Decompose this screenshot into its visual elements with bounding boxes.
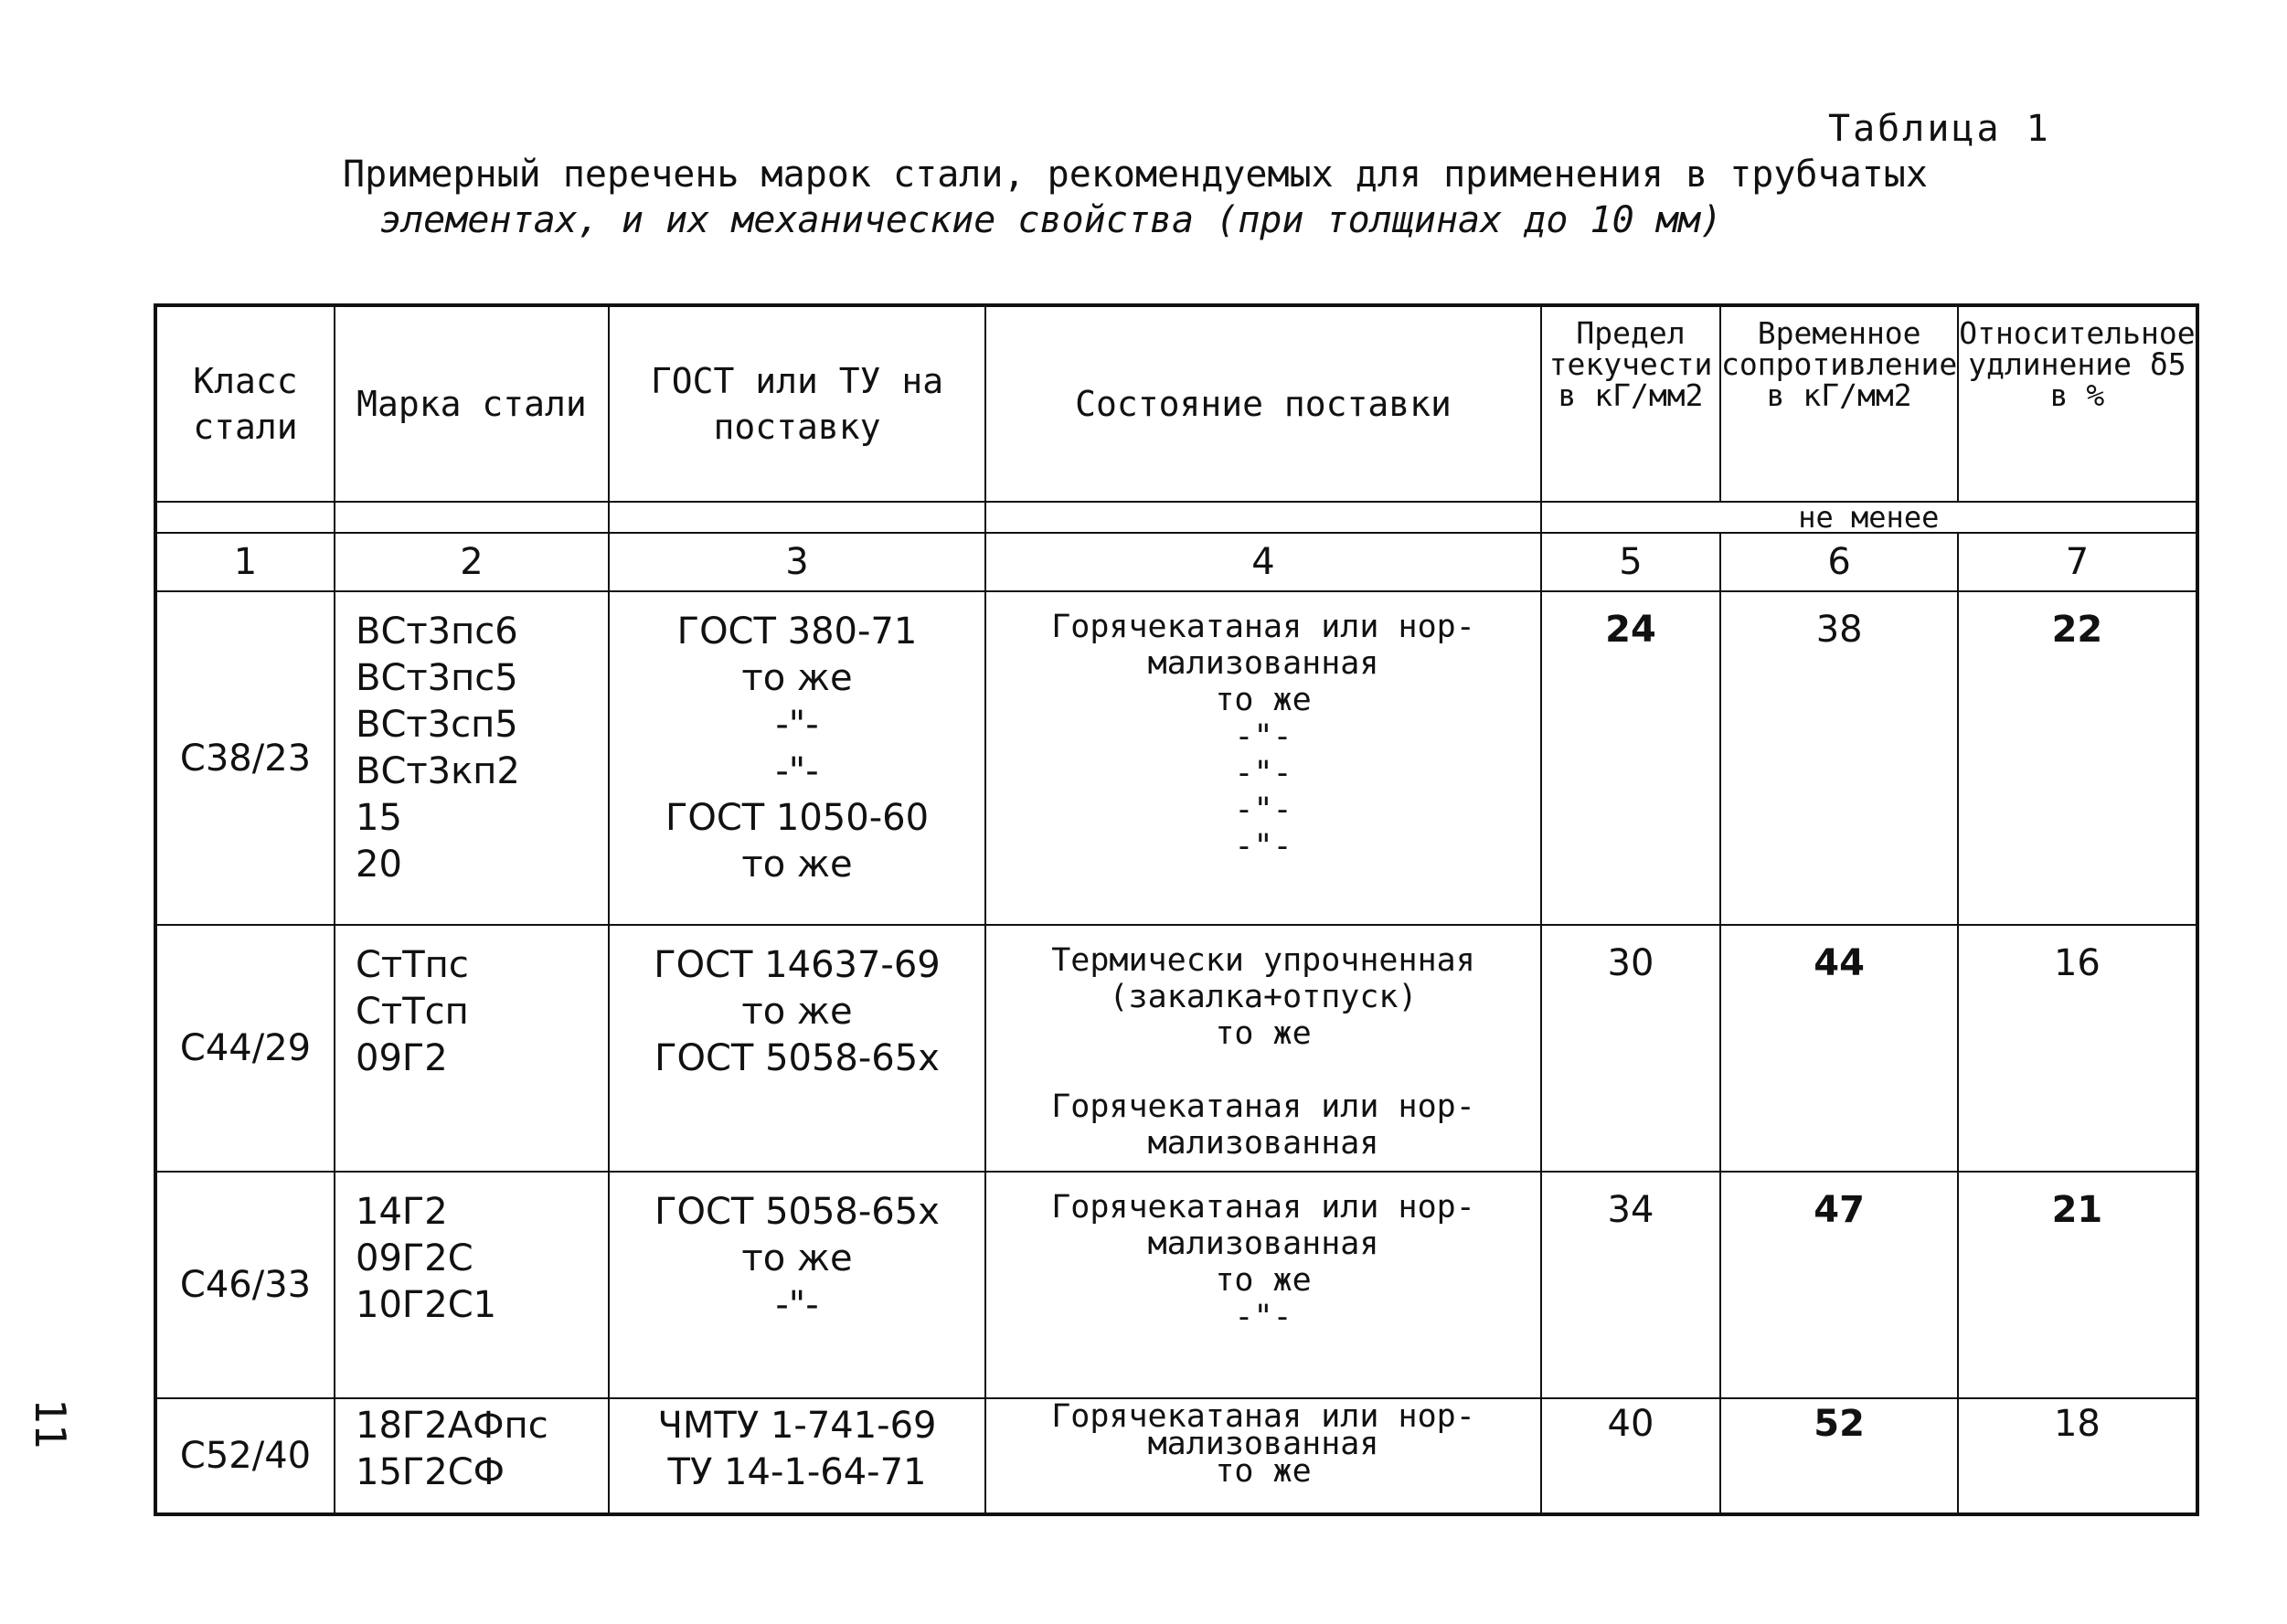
steel-class-cell: С38/23 [155, 591, 335, 925]
header-gost [609, 305, 985, 502]
steel-grades-table [154, 303, 2199, 1516]
table-number-label: Таблица 1 [1828, 108, 2051, 150]
col-number-6: 6 [1720, 533, 1958, 591]
header-sub-empty-3 [609, 502, 985, 533]
header-delivery-state-text: Состояние поставки [1075, 384, 1452, 424]
gost-cell: ГОСТ 5058-65х то же -"- [609, 1172, 985, 1398]
col-number-1: 1 [155, 533, 335, 591]
tensile-strength-cell: 38 [1720, 591, 1958, 925]
tensile-strength-cell: 52 [1720, 1398, 1958, 1514]
steel-grade-cell: 18Г2АФпс 15Г2СФ [335, 1398, 609, 1514]
header-sub-empty-4 [985, 502, 1541, 533]
header-elongation-text: Относительное удлинение δ5 в % [1959, 315, 2196, 413]
elongation-cell: 21 [1958, 1172, 2197, 1398]
gost-cell: ГОСТ 14637-69 то же ГОСТ 5058-65х [609, 925, 985, 1172]
header-steel-class-text: Класс стали [193, 361, 298, 447]
header-steel-class [155, 305, 335, 502]
delivery-state-cell: Горячекатаная или нор- мализованная то же -"- [985, 1172, 1541, 1398]
table-title [343, 152, 1928, 243]
header-tensile-strength-text: Временное сопротивление в кГ/мм2 [1721, 315, 1958, 413]
steel-class-cell: С52/40 [155, 1398, 335, 1514]
header-elongation [1958, 305, 2197, 502]
steel-grade-cell: 14Г2 09Г2С 10Г2С1 [335, 1172, 609, 1398]
col-number-4: 4 [985, 533, 1541, 591]
tensile-strength-cell: 47 [1720, 1172, 1958, 1398]
col-number-5: 5 [1541, 533, 1720, 591]
yield-strength-cell: 24 [1541, 591, 1720, 925]
yield-strength-cell: 30 [1541, 925, 1720, 1172]
table-row [155, 1398, 2197, 1514]
header-not-less: не менее [1541, 502, 2197, 533]
header-delivery-state [985, 305, 1541, 502]
steel-grade-cell: СтТпс СтТсп 09Г2 [335, 925, 609, 1172]
page-number: 11 [26, 1398, 75, 1449]
header-sub-empty-1 [155, 502, 335, 533]
table-row [155, 1172, 2197, 1398]
delivery-state-cell: Горячекатаная или нор- мализованная то же -"- -"- -"- -"- [985, 591, 1541, 925]
header-gost-text: ГОСТ или ТУ на поставку [650, 361, 944, 447]
elongation-cell: 18 [1958, 1398, 2197, 1514]
column-number-row [155, 533, 2197, 591]
yield-strength-cell: 34 [1541, 1172, 1720, 1398]
delivery-state-cell: Термически упрочненная (закалка+отпуск) то же Горячекатаная или нор- мализованная [985, 925, 1541, 1172]
yield-strength-cell: 40 [1541, 1398, 1720, 1514]
steel-class-cell: С44/29 [155, 925, 335, 1172]
steel-grade-cell: ВСт3пс6 ВСт3пс5 ВСт3сп5 ВСт3кп2 15 20 [335, 591, 609, 925]
gost-cell: ГОСТ 380-71 то же -"- -"- ГОСТ 1050-60 то же [609, 591, 985, 925]
elongation-cell: 16 [1958, 925, 2197, 1172]
col-number-3: 3 [609, 533, 985, 591]
header-steel-grade-text: Марка стали [356, 384, 587, 424]
header-sub-empty-2 [335, 502, 609, 533]
table-title-line-2: элементах, и их механические свойства (при толщинах до 10 мм) [379, 199, 1723, 241]
elongation-cell: 22 [1958, 591, 2197, 925]
header-tensile-strength [1720, 305, 1958, 502]
steel-class-cell: С46/33 [155, 1172, 335, 1398]
header-row [155, 305, 2197, 502]
delivery-state-cell: Горячекатаная или нор- мализованная то же [985, 1398, 1541, 1514]
tensile-strength-cell: 44 [1720, 925, 1958, 1172]
header-yield-strength [1541, 305, 1720, 502]
col-number-2: 2 [335, 533, 609, 591]
gost-cell: ЧМТУ 1-741-69 ТУ 14-1-64-71 [609, 1398, 985, 1514]
header-yield-strength-text: Предел текучести в кГ/мм2 [1548, 315, 1713, 413]
col-number-7: 7 [1958, 533, 2197, 591]
header-steel-grade [335, 305, 609, 502]
table-row [155, 925, 2197, 1172]
header-sub-row [155, 502, 2197, 533]
table-row [155, 591, 2197, 925]
table-title-line-1: Примерный перечень марок стали, рекомендуемых для применения в трубчатых [343, 154, 1928, 196]
